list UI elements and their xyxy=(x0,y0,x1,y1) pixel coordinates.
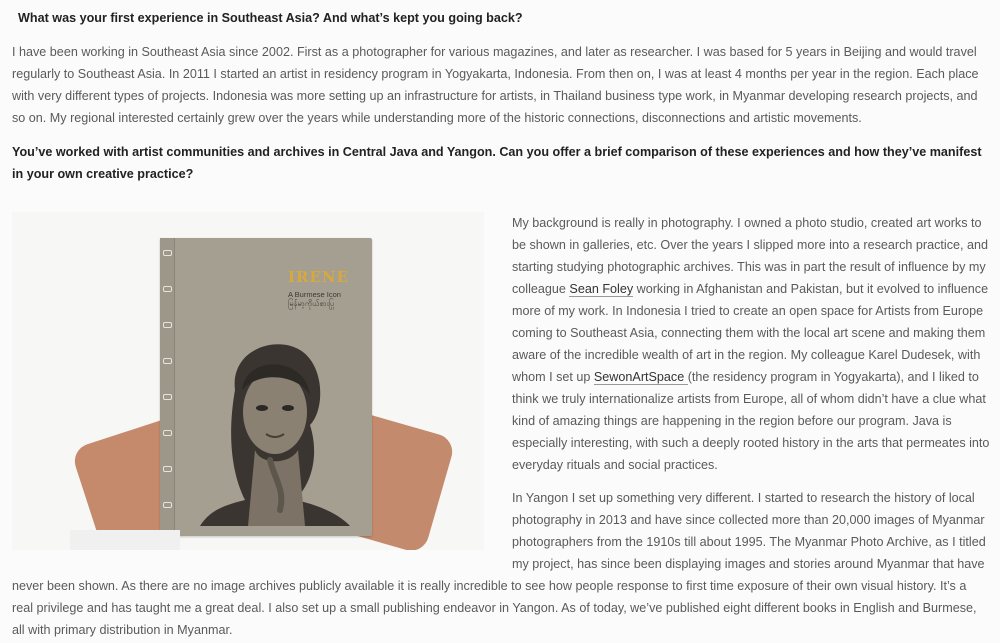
book-title: IRENE xyxy=(288,268,350,286)
float-spacer xyxy=(12,487,512,575)
stitch xyxy=(163,394,172,400)
sean-foley-link[interactable]: Sean Foley xyxy=(569,282,634,296)
stitch xyxy=(163,430,172,436)
sewonartspace-link[interactable]: SewonArtSpace xyxy=(593,370,688,384)
answer-paragraph-2 xyxy=(512,212,990,476)
answer2-text-3: (the residency program in Yogyakarta), and I liked to think we truly internationalize artists from Europe, all of whom didn’t have a clue what kind of amazing things are happening in the region before our program. Java is especially interesting, with such a deeply rooted history in the arts that permeates into everyday rituals and social practices. xyxy=(512,370,990,472)
stitch xyxy=(163,286,172,292)
answer2-text-2: working in Afghanistan and Pakistan, but it evolved to influence more of my work. In Indonesia I tried to create an open space for Artists from Europe coming to Southeast Asia, connecting them with the local art scene and making them aware of the incredible wealth of art in the region. My colleague Karel Dudesek, with whom I set up xyxy=(512,282,989,384)
answer-paragraph-3 xyxy=(12,487,988,641)
answer3-text: In Yangon I set up something very different. I started to research the history of local photography in 2013 and have since collected more than 20,000 images of Myanmar photographers from the 1910s till about 1995. The Myanmar Photo Archive, as I titled my project, has since been displaying images and stories around Myanmar that have never been shown. As there are no image archives publicly available it is really incredible to see how people response to first time exposure of their own visual history. It’s a real privilege and has taught me a great deal. I also set up a small publishing endeavor in Yangon. As of today, we’ve published eight different books in English and Burmese, all with primary distribution in Myanmar. xyxy=(12,491,986,637)
book-subtitle xyxy=(288,290,341,308)
book-subtitle-english: A Burmese Icon xyxy=(288,290,341,299)
answer2-text-1: My background is really in photography. I owned a photo studio, created art works to be shown in galleries, etc. Over the years I slipped more into a research practice, and starting studying photographic archives. This was in part the result of influence by my colleague xyxy=(512,216,989,296)
stitch xyxy=(163,466,172,472)
stitch xyxy=(163,250,172,256)
answer-paragraph-1: I have been working in Southeast Asia since 2002. First as a photographer for various magazines, and later as researcher. I was based for 5 years in Beijing and would travel regularly to Southeast Asia. In 2011 I started an artist in residency program in Yogyakarta, Indonesia. From then on, I was at least 4 months per year in the region. Each place with very different types of projects. Indonesia was more setting up an infrastructure for artists, in Thailand business type work, in Myanmar developing research projects, and so on. My regional interested certainly grew over the years while understanding more of the historic connections, disconnections and artistic movements. xyxy=(12,45,979,125)
question-heading-2: You’ve worked with artist communities and archives in Central Java and Yangon. Can you offer a brief comparison of these experiences and how they’ve manifest in your own creative practice? xyxy=(12,145,982,181)
book-subtitle-burmese: မြန်မာ့ကိုယ်စားပြု xyxy=(288,299,335,308)
stitch xyxy=(163,322,172,328)
stitch xyxy=(163,358,172,364)
question-heading-1: What was your first experience in Southeast Asia? And what’s kept you going back? xyxy=(18,11,523,25)
